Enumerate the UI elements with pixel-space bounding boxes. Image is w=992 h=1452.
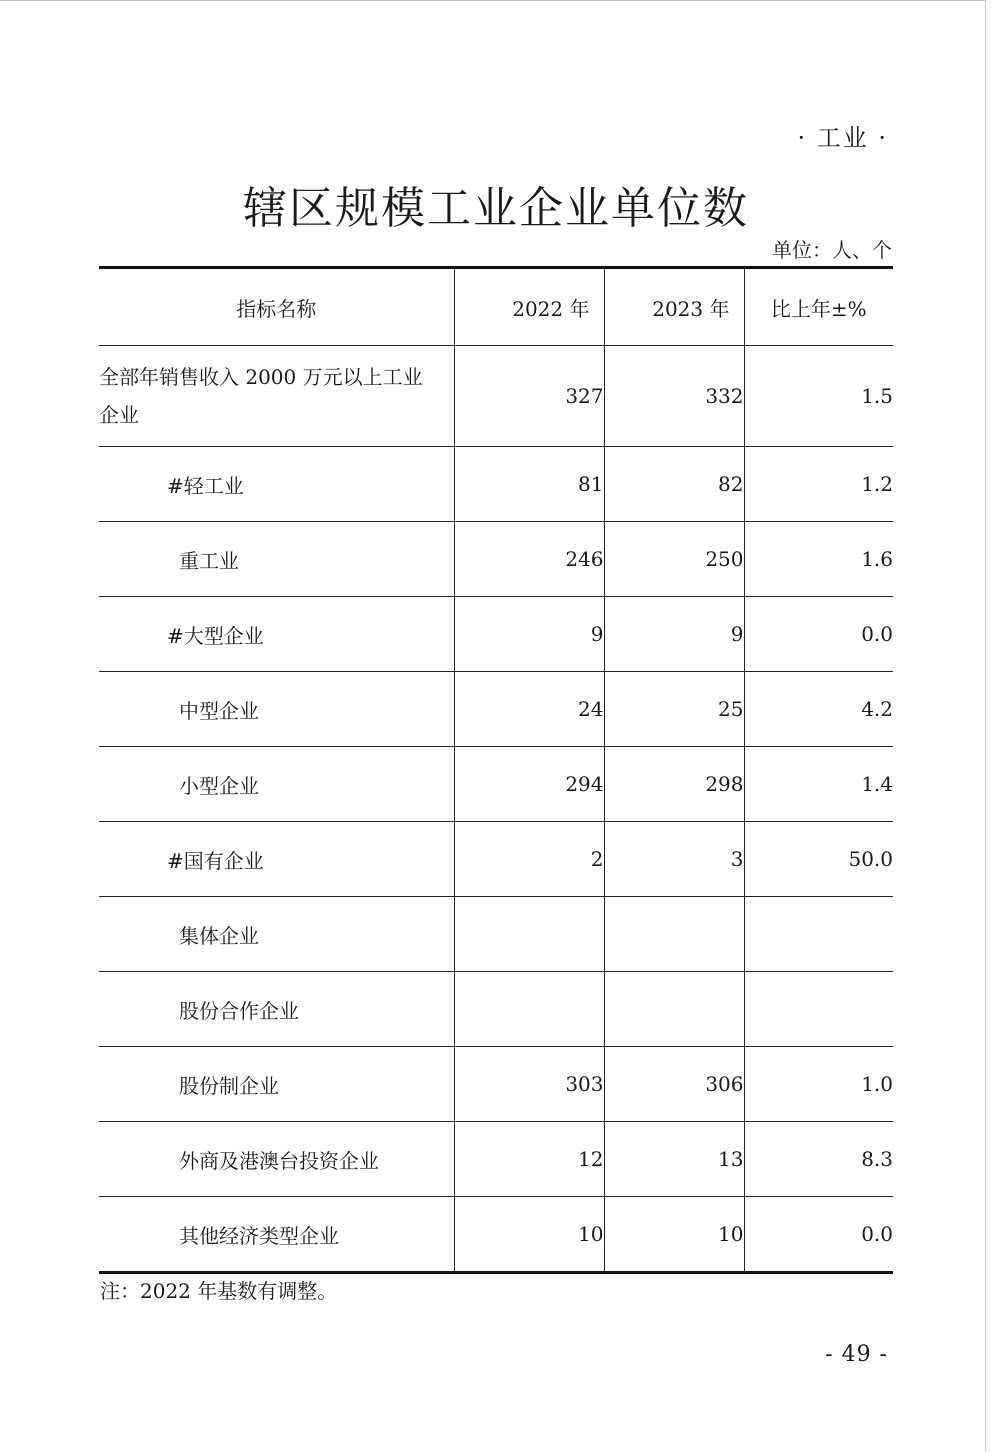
value-2023: 13: [604, 1122, 744, 1197]
header-2022: 2022 年: [454, 268, 604, 346]
value-2023: 10: [604, 1197, 744, 1273]
row-name: 集体企业: [99, 897, 454, 972]
value-2022: 294: [454, 747, 604, 822]
value-2023: [604, 972, 744, 1047]
value-2023: 25: [604, 672, 744, 747]
change-pct: 1.6: [744, 522, 893, 597]
header-2023: 2023 年: [604, 268, 744, 346]
value-2023: 332: [604, 346, 744, 447]
value-2022: 10: [454, 1197, 604, 1273]
change-pct: 1.0: [744, 1047, 893, 1122]
change-pct: 1.4: [744, 747, 893, 822]
page-border-top: [0, 0, 986, 1]
value-2022: 24: [454, 672, 604, 747]
table-row: [99, 1122, 893, 1197]
change-pct: 0.0: [744, 1197, 893, 1273]
value-2022: 9: [454, 597, 604, 672]
change-pct: [744, 972, 893, 1047]
value-2023: 298: [604, 747, 744, 822]
row-name: #大型企业: [99, 597, 454, 672]
change-pct: 4.2: [744, 672, 893, 747]
table-row: [99, 522, 893, 597]
value-2022: 81: [454, 447, 604, 522]
value-2023: 82: [604, 447, 744, 522]
row-name: 小型企业: [99, 747, 454, 822]
row-name: 外商及港澳台投资企业: [99, 1122, 454, 1197]
row-name: 重工业: [99, 522, 454, 597]
enterprise-count-table: [99, 266, 893, 1274]
value-2022: 327: [454, 346, 604, 447]
value-2022: [454, 897, 604, 972]
change-pct: 1.5: [744, 346, 893, 447]
change-pct: [744, 897, 893, 972]
row-name: 其他经济类型企业: [179, 1223, 339, 1248]
row-name: #国有企业: [99, 822, 454, 897]
table-row: [99, 672, 893, 747]
header-indicator-name: 指标名称: [99, 268, 454, 346]
value-2023: 9: [604, 597, 744, 672]
table-row: [99, 597, 893, 672]
change-pct: 50.0: [744, 822, 893, 897]
value-2022: 246: [454, 522, 604, 597]
change-pct: 0.0: [744, 597, 893, 672]
value-2023: 306: [604, 1047, 744, 1122]
table-row: [99, 822, 893, 897]
header-change-pct: 比上年±%: [744, 268, 893, 346]
row-name: 股份制企业: [99, 1047, 454, 1122]
page-title: 辖区规模工业企业单位数: [243, 183, 749, 234]
value-2023: [604, 897, 744, 972]
value-2022: 2: [454, 822, 604, 897]
row-name: #轻工业: [99, 447, 454, 522]
row-name: 中型企业: [99, 672, 454, 747]
table-row: [99, 747, 893, 822]
row-name: 全部年销售收入 2000 万元以上工业企业: [99, 346, 454, 447]
table-row: [99, 447, 893, 522]
section-header: · 工业 ·: [797, 124, 888, 152]
unit-label: 单位：人、个: [772, 238, 892, 262]
change-pct: 8.3: [744, 1122, 893, 1197]
footnote: 注：2022 年基数有调整。: [100, 1279, 338, 1303]
table-row: [99, 1197, 893, 1273]
page-number: - 49 -: [825, 1342, 888, 1367]
change-pct: 1.2: [744, 447, 893, 522]
table-row: [99, 897, 893, 972]
row-name: 股份合作企业: [99, 972, 454, 1047]
value-2023: 3: [604, 822, 744, 897]
value-2022: 12: [454, 1122, 604, 1197]
table-row: [99, 346, 893, 447]
value-2022: [454, 972, 604, 1047]
value-2022: 303: [454, 1047, 604, 1122]
table-header-row: [99, 268, 893, 346]
value-2023: 250: [604, 522, 744, 597]
table-row: [99, 972, 893, 1047]
table-row: [99, 1047, 893, 1122]
